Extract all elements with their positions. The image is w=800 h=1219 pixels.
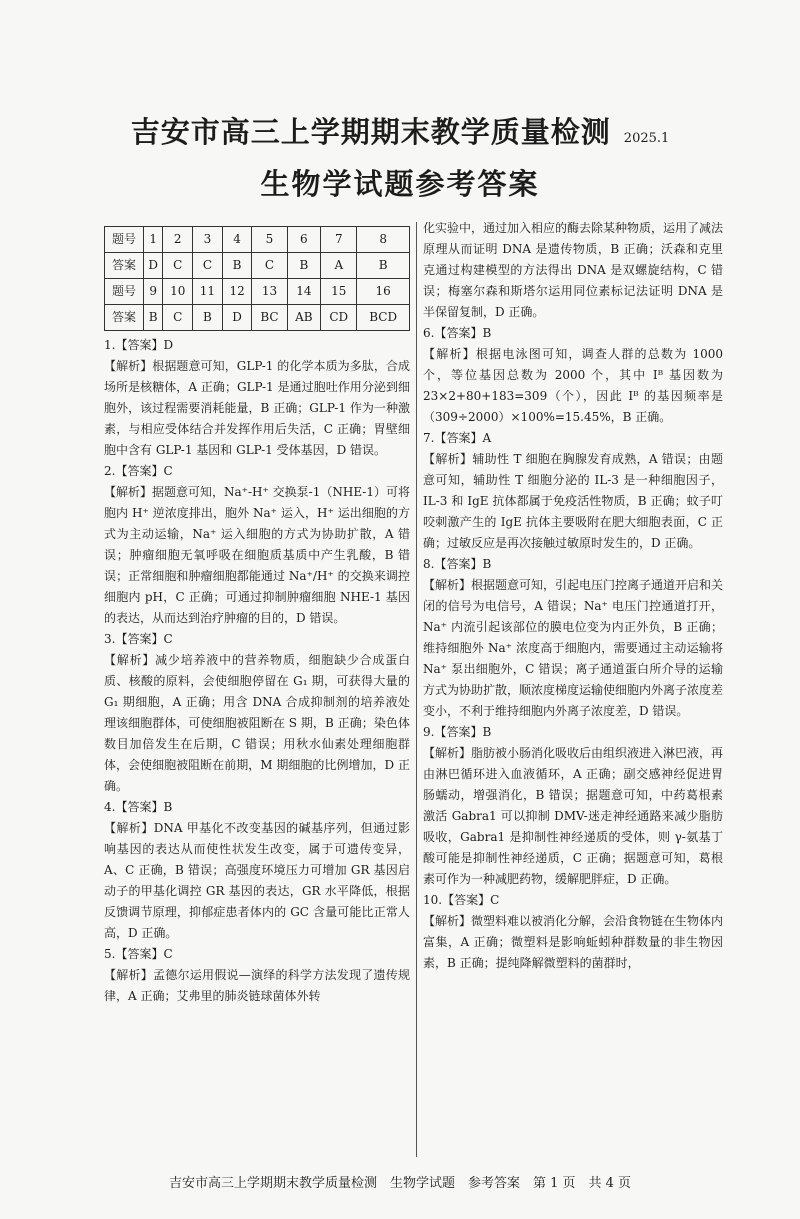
answer-table-cell: A (321, 253, 357, 279)
answer-explanation: 化实验中，通过加入相应的酶去除某种物质，运用了减法原理从而证明 DNA 是遗传物质，B 正确；沃森和克里克通过构建模型的方法得出 DNA 是双螺旋结构，C 错误；梅塞尔森和斯塔尔运用同位素标记法证明 DNA 是半保留复制，D 正确。 (423, 221, 724, 319)
answer-heading: 2.【答案】C (104, 464, 173, 478)
answer-table-cell: D (144, 253, 163, 279)
answer-table-cell: 11 (193, 279, 223, 305)
answer-table-cell: C (163, 305, 193, 331)
answer-explanation: 【解析】据题意可知，Na⁺-H⁺ 交换泵-1（NHE-1）可将胞内 H⁺ 逆浓度排出，胞外 Na⁺ 运入，H⁺ 运出细胞的方式为主动运输，Na⁺ 运入细胞的方式为协助扩散，A 错误；肿瘤细胞无氧呼吸在细胞质基质中产生乳酸，B 错误；正常细胞和肿瘤细胞都能通过 Na⁺/H⁺ 的交换来调控细胞内 pH，C 正确；可通过抑制肿瘤细胞 NHE-1 基因的表达，从而达到治疗肿瘤的目的，D 错误。 (104, 485, 410, 625)
answer-item (104, 629, 410, 797)
answer-explanation: 【解析】脂肪被小肠消化吸收后由组织液进入淋巴液，再由淋巴循环进入血液循环，A 正确；副交感神经促进胃肠蠕动，增强消化，B 错误；据题意可知，中药葛根素激活 Gabra1 可以抑制 DMV-迷走神经通路来减少脂肪吸收，Gabra1 是抑制性神经递质的受体，则 γ-氨基丁酸可能是抑制性神经递质，C 正确；据题意可知，葛根素可作为一种减肥药物，缓解肥胖症，D 正确。 (423, 746, 724, 886)
answer-table-cell: 5 (252, 227, 287, 253)
answer-table-cell: B (193, 305, 223, 331)
answer-table-cell: 10 (163, 279, 193, 305)
document-subtitle: 生物学试题参考答案 (260, 167, 540, 201)
answer-heading: 7.【答案】A (423, 431, 492, 445)
answer-explanation: 【解析】根据题意可知，引起电压门控离子通道开启和关闭的信号为电信号，A 错误；Na⁺ 电压门控通道打开，Na⁺ 内流引起该部位的膜电位变为内正外负，B 正确；维持细胞外 Na⁺ 浓度高于细胞内，需要通过主动运输将 Na⁺ 泵出细胞外，C 错误；离子通道蛋白所介导的运输方式为协助扩散，顺浓度梯度运输使细胞内外离子浓度差变小，不利于维持细胞内外离子浓度差，D 错误。 (423, 578, 724, 718)
answer-explanation: 【解析】减少培养液中的营养物质，细胞缺少合成蛋白质、核酸的原料，会使细胞停留在 G₁ 期，可获得大量的 G₁ 期细胞，A 正确；用含 DNA 合成抑制剂的培养液处理该细胞群体，可使细胞被阻断在 S 期，B 正确；染色体数目加倍发生在后期，C 错误；用秋水仙素处理细胞群体，会使细胞被阻断在前期，M 期细胞的比例增加，D 正确。 (104, 653, 410, 793)
answer-table-header-cell: 题号 (105, 227, 144, 253)
answer-explanation: 【解析】DNA 甲基化不改变基因的碱基序列，但通过影响基因的表达从而使性状发生改变，属于可遗传变异，A、C 正确，B 错误；高强度环境压力可增加 GR 基因启动子的甲基化调控 GR 基因的表达，GR 水平降低，根据反馈调节原理，抑郁症患者体内的 GC 含量可能比正常人高，D 正确。 (104, 821, 410, 940)
answer-heading: 6.【答案】B (423, 326, 492, 340)
document-date: 2025.1 (623, 131, 670, 146)
answer-item (423, 218, 723, 323)
answer-table-header-cell: 答案 (105, 305, 144, 331)
answer-table-cell: 9 (144, 279, 163, 305)
answer-table-header-cell: 题号 (105, 279, 144, 305)
answer-explanation: 【解析】根据题意可知，GLP-1 的化学本质为多肽，合成场所是核糖体，A 正确；GLP-1 是通过胞吐作用分泌到细胞外，该过程需要消耗能量，B 正确；GLP-1 作为一种激素，与相应受体结合并发挥作用后失活，C 正确；胃壁细胞中含有 GLP-1 基因和 GLP-1 受体基因，D 错误。 (104, 359, 410, 457)
left-column (104, 226, 410, 1007)
answer-table-cell: 16 (357, 279, 410, 305)
answer-table (104, 226, 410, 331)
answer-table-cell: 7 (321, 227, 357, 253)
answer-item (104, 944, 410, 1007)
answer-item (423, 428, 723, 554)
answer-table-cell: CD (321, 305, 357, 331)
answer-table-cell: BCD (357, 305, 410, 331)
answer-table-cell: B (287, 253, 321, 279)
answer-table-row (105, 253, 410, 279)
answer-explanation: 【解析】微塑料难以被消化分解，会沿食物链在生物体内富集，A 正确；微塑料是影响蚯蚓种群数量的非生物因素，B 正确；提纯降解微塑料的菌群时， (423, 914, 724, 970)
answer-explanation: 【解析】孟德尔运用假说—演绎的科学方法发现了遗传规律，A 正确；艾弗里的肺炎链球菌体外转 (104, 968, 410, 1003)
answer-heading: 4.【答案】B (104, 800, 173, 814)
answer-table-header-cell: 答案 (105, 253, 144, 279)
answer-heading: 8.【答案】B (423, 557, 492, 571)
answer-item (104, 461, 410, 629)
left-items (104, 335, 410, 1007)
answer-table-cell: C (252, 253, 287, 279)
answer-item (423, 722, 723, 890)
answer-explanation: 【解析】根据电泳图可知，调查人群的总数为 1000 个，等位基因总数为 2000 个，其中 Iᴮ 基因数为 23×2+80+183=309（个），因此 Iᴮ 的基因频率是（309÷2000）×100%=15.45%，B 正确。 (423, 347, 723, 424)
answer-table-cell: 8 (357, 227, 410, 253)
answer-heading: 1.【答案】D (104, 338, 174, 352)
answer-table-cell: B (144, 305, 163, 331)
answer-item (104, 797, 410, 944)
answer-table-cell: 4 (222, 227, 252, 253)
answer-table-row (105, 305, 410, 331)
document-title: 吉安市高三上学期期末教学质量检测 (130, 115, 611, 149)
answer-table-cell: 2 (163, 227, 193, 253)
answer-item (423, 890, 723, 974)
answer-table-cell: 12 (222, 279, 252, 305)
answer-explanation: 【解析】辅助性 T 细胞在胸腺发育成熟，A 错误；由题意可知，辅助性 T 细胞分泌的 IL-3 是一种细胞因子，IL-3 和 IgE 抗体都属于免疫活性物质，B 正确；蚊子叮咬刺激产生的 IgE 抗体主要吸附在肥大细胞表面，C 正确；过敏反应是再次接触过敏原时发生的，D 正确。 (423, 452, 723, 550)
right-column (423, 218, 723, 974)
answer-table-cell: B (222, 253, 252, 279)
answer-table-cell: 13 (252, 279, 287, 305)
answer-table-cell: 1 (144, 227, 163, 253)
answer-table-cell: D (222, 305, 252, 331)
page-footer: 吉安市高三上学期期末教学质量检测 生物学试题 参考答案 第 1 页 共 4 页 (168, 1176, 632, 1191)
column-divider (416, 222, 417, 1157)
answer-table-cell: 3 (193, 227, 223, 253)
answer-table-cell: 14 (287, 279, 321, 305)
answer-heading: 3.【答案】C (104, 632, 173, 646)
right-items (423, 218, 723, 974)
answer-item (423, 323, 723, 428)
answer-table-cell: C (163, 253, 193, 279)
answer-heading: 10.【答案】C (423, 893, 500, 907)
answer-table-cell: 6 (287, 227, 321, 253)
answer-table-row (105, 227, 410, 253)
answer-item (423, 554, 723, 722)
answer-heading: 9.【答案】B (423, 725, 492, 739)
answer-table-cell: AB (287, 305, 321, 331)
answer-table-cell: 15 (321, 279, 357, 305)
answer-table-cell: C (193, 253, 223, 279)
answer-table-cell: B (357, 253, 410, 279)
answer-heading: 5.【答案】C (104, 947, 173, 961)
answer-table-row (105, 279, 410, 305)
answer-item (104, 335, 410, 461)
title-row (0, 110, 800, 151)
answer-table-cell: BC (252, 305, 287, 331)
